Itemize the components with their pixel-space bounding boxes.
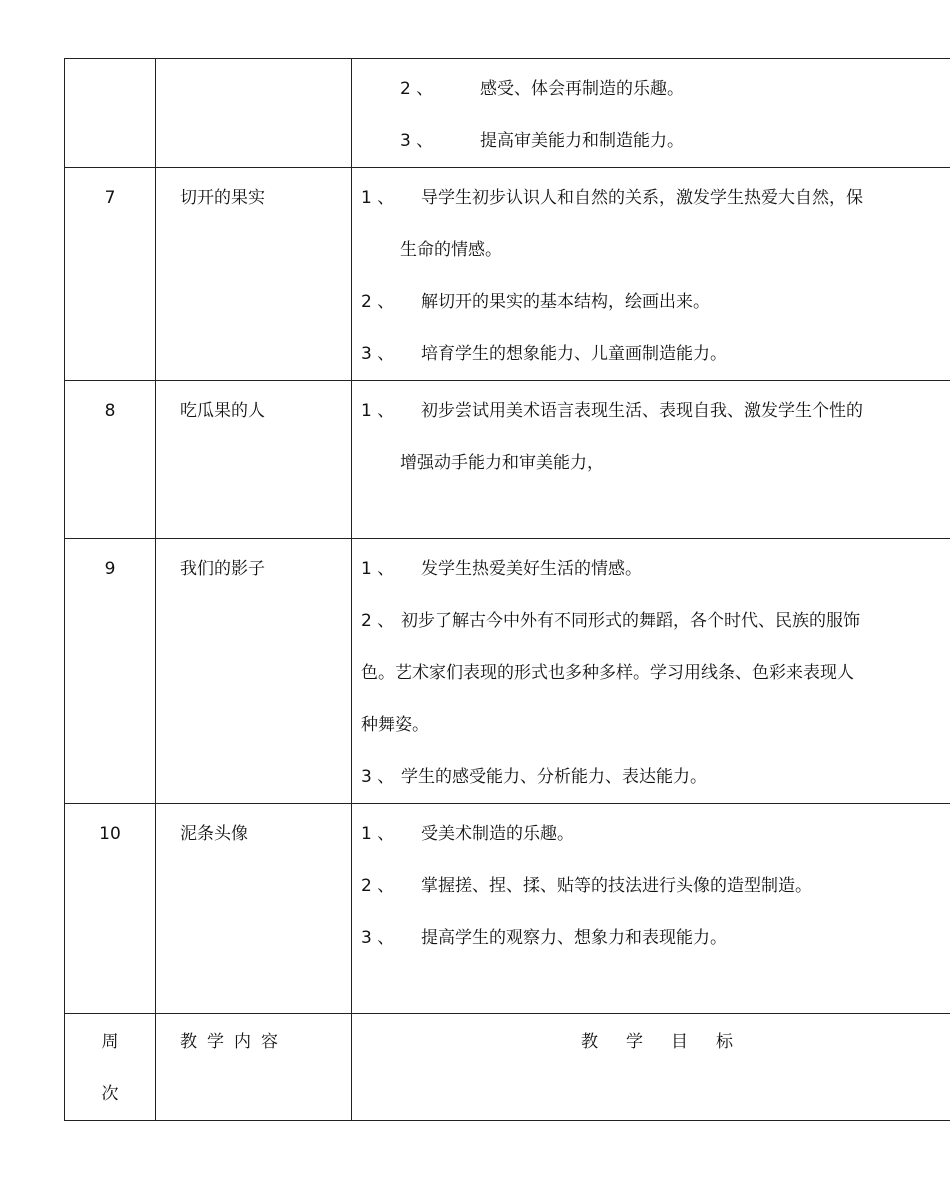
- lesson-content-cell: 切开的果实: [156, 168, 352, 381]
- lesson-content-cell: 泥条头像: [156, 804, 352, 1014]
- goal-text: 感受、体会再制造的乐趣。: [480, 79, 684, 99]
- goal-text: 解切开的果实的基本结构，绘画出来。: [421, 292, 710, 312]
- table-header-row: [65, 1014, 950, 1121]
- goal-text: 初步了解古今中外有不同形式的舞蹈，各个时代、民族的服饰: [401, 611, 860, 631]
- goal-number: 1 、: [361, 401, 395, 421]
- teaching-goal-cell: [352, 804, 950, 1014]
- table-row: [65, 59, 950, 168]
- week-number-cell: 10: [65, 804, 156, 1014]
- teaching-goal-cell: [352, 539, 950, 804]
- table-row: [65, 381, 950, 539]
- goal-text: 初步尝试用美术语言表现生活、表现自我、激发学生个性的: [421, 401, 863, 421]
- goal-line: [352, 276, 950, 328]
- lesson-content-cell: 吃瓜果的人: [156, 381, 352, 539]
- goal-line: [352, 751, 950, 803]
- goal-number: 2 、: [361, 292, 395, 312]
- goal-line: [352, 328, 950, 380]
- goal-number: 1 、: [361, 559, 395, 579]
- teaching-goal-cell: [352, 381, 950, 539]
- goal-number: 3 、: [400, 131, 434, 151]
- goal-line: [352, 860, 950, 912]
- goal-line: [352, 115, 950, 167]
- goal-line: [352, 385, 950, 437]
- goal-number: 3 、: [361, 928, 395, 948]
- goal-number: 2 、: [361, 876, 395, 896]
- table-row: [65, 804, 950, 1014]
- goal-number: 2 、: [400, 79, 434, 99]
- teaching-goal-cell: [352, 59, 950, 168]
- table-row: [65, 168, 950, 381]
- goal-text: 培育学生的想象能力、儿童画制造能力。: [421, 344, 727, 364]
- teaching-goal-cell: [352, 168, 950, 381]
- goal-line: [352, 224, 950, 276]
- goal-line: [352, 172, 950, 224]
- content-column-header: 教学内容: [156, 1014, 352, 1121]
- goal-text: 增强动手能力和审美能力，: [400, 453, 604, 473]
- goal-number: 3 、: [361, 344, 395, 364]
- goal-line: [352, 595, 950, 647]
- lesson-content-cell: [156, 59, 352, 168]
- week-column-header: [65, 1014, 156, 1121]
- table-row: [65, 539, 950, 804]
- goal-text: 种舞姿。: [361, 715, 429, 735]
- week-number-cell: [65, 59, 156, 168]
- goal-text: 提高审美能力和制造能力。: [480, 131, 684, 151]
- goal-number: 3 、: [361, 767, 395, 787]
- goal-text: 发学生热爱美好生活的情感。: [421, 559, 642, 579]
- goal-number: 2 、: [361, 611, 395, 631]
- goal-line: [352, 63, 950, 115]
- week-header-line1: 周: [101, 1032, 119, 1052]
- teaching-plan-table: [64, 58, 950, 1121]
- goal-text: 生命的情感。: [400, 240, 502, 260]
- week-header-line2: 次: [101, 1084, 119, 1104]
- goal-text: 学生的感受能力、分析能力、表达能力。: [401, 767, 707, 787]
- goal-line: [352, 699, 950, 751]
- lesson-content-cell: 我们的影子: [156, 539, 352, 804]
- goal-line: [352, 647, 950, 699]
- goal-text: 导学生初步认识人和自然的关系，激发学生热爱大自然，保: [421, 188, 863, 208]
- week-number-cell: 7: [65, 168, 156, 381]
- goal-number: 1 、: [361, 188, 395, 208]
- goal-text: 色。艺术家们表现的形式也多种多样。学习用线条、色彩来表现人: [361, 663, 854, 683]
- goal-line: [352, 437, 950, 489]
- table-body: [65, 59, 950, 1121]
- goal-text: 掌握搓、捏、揉、贴等的技法进行头像的造型制造。: [421, 876, 812, 896]
- goal-line: [352, 808, 950, 860]
- goal-line: [352, 912, 950, 964]
- week-number-cell: 9: [65, 539, 156, 804]
- goal-line: [352, 543, 950, 595]
- goal-number: 1 、: [361, 824, 395, 844]
- goal-column-header: 教学目标: [352, 1014, 950, 1121]
- week-number-cell: 8: [65, 381, 156, 539]
- goal-text: 提高学生的观察力、想象力和表现能力。: [421, 928, 727, 948]
- goal-text: 受美术制造的乐趣。: [421, 824, 574, 844]
